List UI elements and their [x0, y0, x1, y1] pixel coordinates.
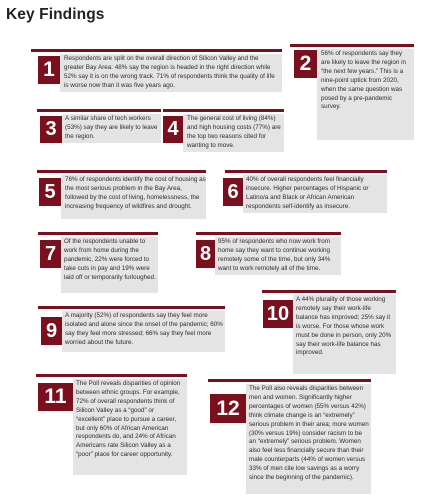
- finding-7-text: Of the respondents unable to work from home during the pandemic, 22% were forced to take cuts in pay and 19% were laid off or temporarily furloughed.: [64, 238, 156, 281]
- finding-12-text: The Poll also reveals disparities between men and women. Significantly higher percentages of women (55% versus 42%) think climate change is an “extremely” serious problem in their area; more women (30% versus 19%) consider racism to be an “extremely” serious problem. Women also feel less financially secure than their male counterparts (44% of women versus 33% of men cite low savings as a worry since the beginning of the pandemic).: [249, 385, 369, 482]
- finding-12-bar: [208, 379, 371, 382]
- finding-4-number: 4: [163, 116, 183, 143]
- finding-10-bar: [262, 290, 396, 293]
- finding-8-text: 95% of respondents who now work from home say they want to continue working remotely some of the time, but only 34% want to work remotely all of the time.: [218, 238, 331, 272]
- finding-3-number: 3: [40, 116, 62, 143]
- finding-7-bar: [38, 232, 158, 235]
- finding-1-text: Respondents are split on the overall direction of Silicon Valley and the greater Bay Area: 48% say the region is headed in the right direction while 52% say it is on the wrong track. 71% of respondents think the quality of life is worse now than it was five years ago.: [64, 55, 275, 89]
- finding-3-bar: [37, 109, 161, 112]
- finding-4-text: The general cost of living (84%) and high housing costs (77%) are the top two reasons cited for wanting to move.: [187, 115, 281, 149]
- finding-6-text: 40% of overall respondents feel financially insecure. Higher percentages of Hispanic or Latino/a and Black or African American respondents self-identify as insecure.: [246, 176, 369, 210]
- finding-1-bar: [31, 49, 282, 52]
- finding-6-bar: [225, 170, 387, 173]
- finding-5-bar: [37, 170, 206, 173]
- finding-9-text: A majority (52%) of respondents say they feel more isolated and alone since the onset of the pandemic; 60% say they feel more stressed; 66% say they feel more worried about the future.: [65, 312, 223, 346]
- finding-11-bar: [36, 374, 187, 377]
- finding-10-number: 10: [263, 300, 293, 328]
- finding-9-number: 9: [41, 317, 62, 345]
- page-title: Key Findings: [6, 6, 105, 23]
- finding-1-number: 1: [38, 56, 60, 84]
- finding-4-bar: [163, 109, 284, 112]
- finding-5-text: 76% of respondents identify the cost of housing as the most serious problem in the Bay Area, followed by the cost of living, homelessness, the increasing frequency of wildfires and drought.: [65, 176, 206, 210]
- finding-8-number: 8: [196, 240, 215, 268]
- finding-12-number: 12: [210, 394, 246, 423]
- finding-3-text: A similar share of tech workers (53%) say they are likely to leave the region.: [65, 115, 158, 140]
- finding-6-number: 6: [223, 178, 243, 206]
- finding-10-text: A 44% plurality of those working remotely say their work-life balance has improved; 25% say it is worse. For those whose work must be done in person, only 20% say their work-life balance has improved.: [296, 296, 392, 357]
- finding-2-number: 2: [294, 50, 317, 78]
- finding-9-bar: [38, 306, 225, 309]
- finding-8-bar: [196, 232, 341, 235]
- finding-11-text: The Poll reveals disparities of opinion between ethnic groups. For example, 72% of overall respondents think of Silicon Valley as a “good” or “excellent” place to pursue a career, but only 60% of African American respondents do, and 24% of African Americans rate Silicon Valley as a “poor” place for career opportunity.: [76, 380, 181, 459]
- finding-11-number: 11: [38, 383, 73, 411]
- finding-2-text: 56% of respondents say they are likely to leave the region in “the next few years.” This is a nine-point uptick from 2020, when the same question was posed by a pre-pandemic survey.: [321, 50, 407, 111]
- finding-2-bar: [290, 44, 414, 47]
- finding-5-number: 5: [39, 178, 61, 206]
- finding-7-number: 7: [40, 240, 61, 268]
